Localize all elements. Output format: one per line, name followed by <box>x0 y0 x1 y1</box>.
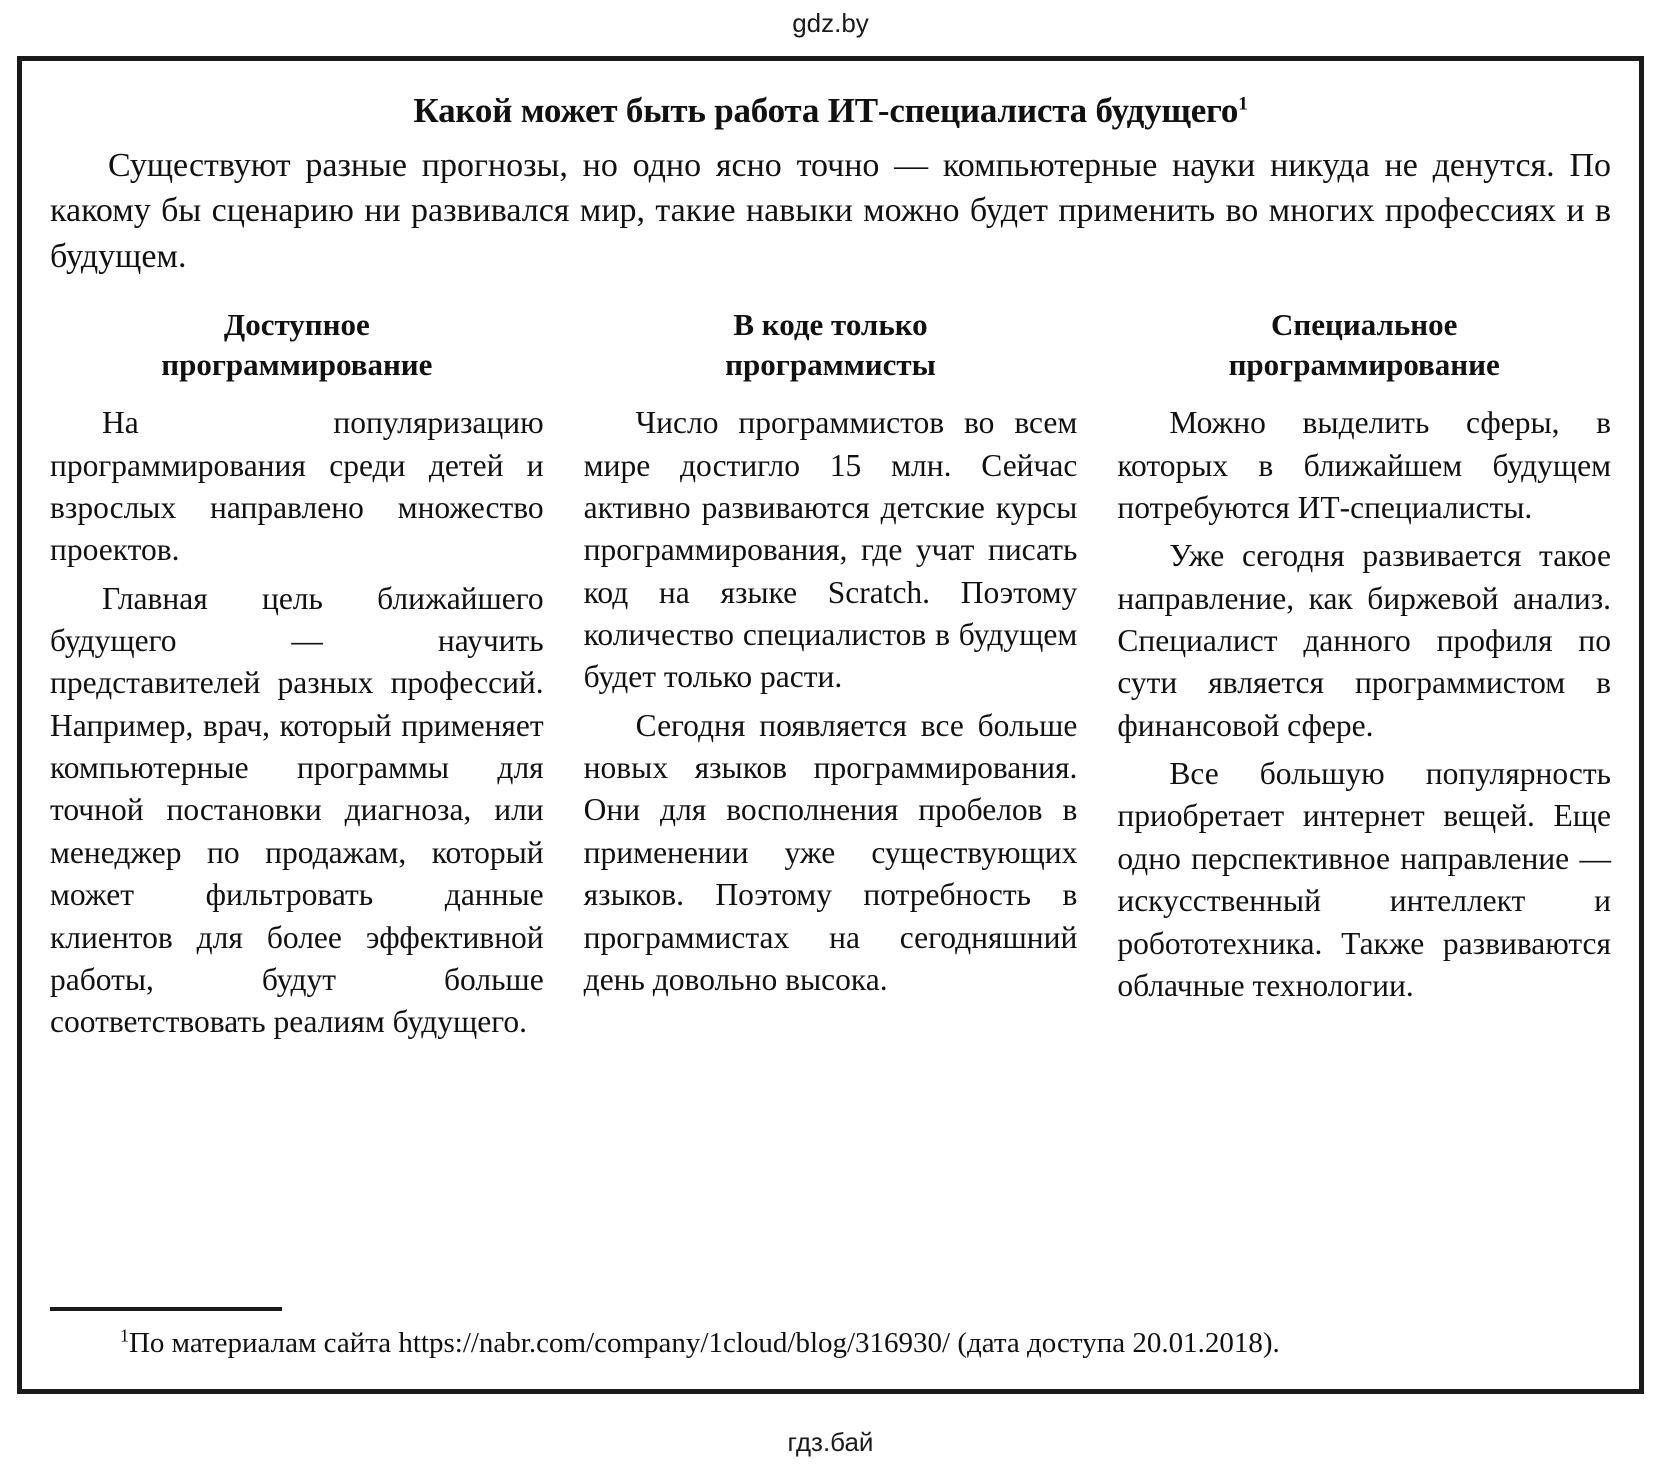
column-body <box>50 402 544 1043</box>
footnote-url: https://nabr.com/company/1cloud/blog/316930/ <box>398 1327 951 1360</box>
column-paragraph: Главная цель ближайшего будущего — научить представителей разных профессий. Например, врач, который применяет компьютерные программы для точной постановки диагноза, или менеджер по продажам, который может фильтровать данные клиентов для более эффективной работы, будут больше соответствовать реалиям будущего. <box>50 580 544 1040</box>
page-title <box>50 91 1611 131</box>
title-footnote-marker: 1 <box>1238 93 1248 115</box>
intro-paragraph: Существуют разные прогнозы, но одно ясно точно — компьютерные науки никуда не денутся. По какому бы сценарию ни развивался мир, такие навыки можно будет применить во многих профессиях и в будущем. <box>50 147 1611 275</box>
three-column-layout <box>50 305 1611 1044</box>
footnote-suffix: (дата доступа 20.01.2018). <box>950 1327 1280 1360</box>
footnote-marker: 1 <box>120 1325 129 1346</box>
bottom-watermark: гдз.бай <box>787 1427 874 1457</box>
column-heading <box>50 305 544 384</box>
column-body <box>1117 402 1611 1007</box>
column-heading <box>1117 305 1611 384</box>
column-paragraph: На популяризацию программирования среди детей и взрослых направлено множество проектов. <box>50 405 544 568</box>
column-paragraph: Можно выделить сферы, в которых в ближайшем будущем потребуются ИТ-специалисты. <box>1117 405 1612 525</box>
column-heading-line1: Доступное <box>223 306 370 342</box>
column-paragraph: Уже сегодня развивается такое направление, как биржевой анализ. Специалист данного профиля по сути является программистом в финансовой сфере. <box>1117 538 1612 743</box>
column-heading-line2: программисты <box>725 346 936 382</box>
page-title-text: Какой может быть работа ИТ-специалиста будущего <box>413 91 1239 130</box>
column-paragraph: Сегодня появляется все больше новых языков программирования. Они для восполнения пробелов в применении уже существующих языков. Поэтому потребность в программистах на сегодняшний день довольно высока. <box>583 707 1078 997</box>
column-heading-line1: В коде только <box>733 306 928 342</box>
column-only-programmers <box>584 305 1078 1001</box>
column-heading <box>584 305 1078 384</box>
column-heading-line1: Специальное <box>1270 306 1458 342</box>
column-special-programming <box>1117 305 1611 1007</box>
column-heading-line2: программирование <box>161 346 433 382</box>
footnote-section <box>50 1307 1611 1363</box>
page-content <box>22 61 1639 1389</box>
column-accessible-programming <box>50 305 544 1044</box>
column-paragraph: Все большую популярность приобретает интернет вещей. Еще одно перспективное направление — искусственный интеллект и робототехника. Также развиваются облачные технологии. <box>1117 756 1612 1003</box>
page-frame <box>17 56 1644 1394</box>
column-heading-line2: программирование <box>1228 346 1500 382</box>
column-paragraph: Число программистов во всем мире достигло 15 млн. Сейчас активно развиваются детские курсы программирования, где учат писать код на языке Scratch. Поэтому количество специалистов в будущем будет только расти. <box>583 405 1078 695</box>
column-body <box>584 402 1078 1001</box>
footnote-text <box>50 1325 1611 1363</box>
footnote-separator-rule <box>50 1307 282 1311</box>
footnote-prefix: По материалам сайта <box>128 1327 399 1360</box>
top-watermark: gdz.by <box>792 8 869 38</box>
